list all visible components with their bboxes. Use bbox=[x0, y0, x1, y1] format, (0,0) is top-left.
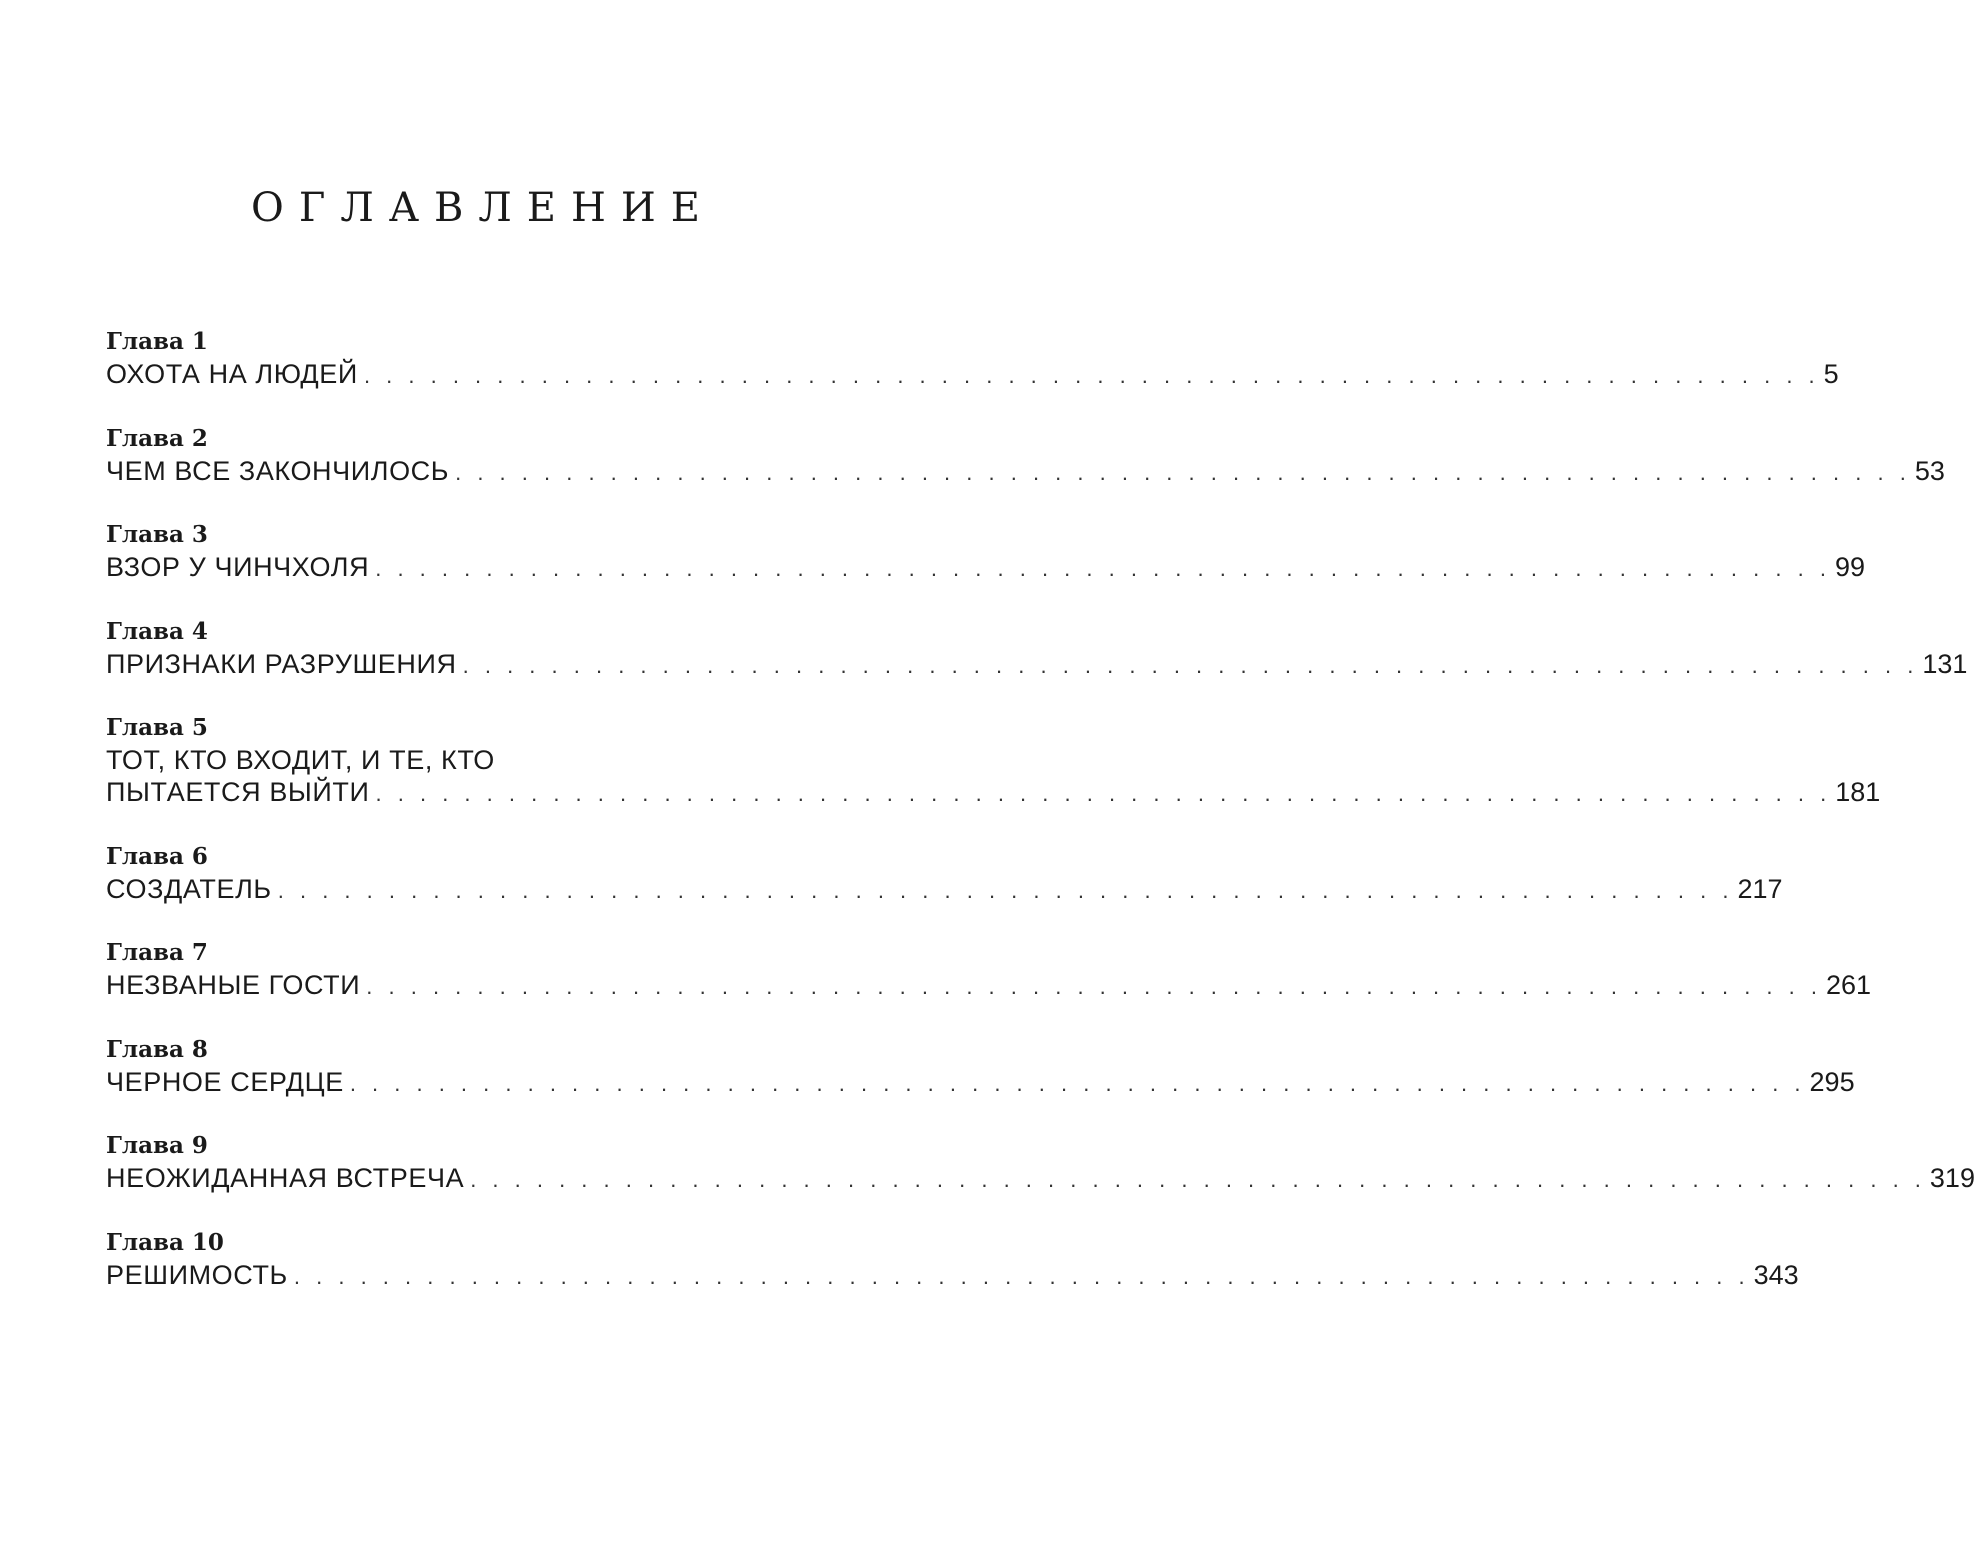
toc-entry[interactable] bbox=[106, 1227, 1799, 1324]
toc-entry[interactable] bbox=[106, 1034, 1855, 1131]
toc-entry[interactable] bbox=[106, 423, 1945, 520]
dot-leader: . . . . . . . . . . . . . . . . . . . . . . . . . . . . . . . . . . . . . . . . . . . . . . . . . . . . . . . . . . . . . . . . . . bbox=[455, 459, 1911, 485]
dot-leader: . . . . . . . . . . . . . . . . . . . . . . . . . . . . . . . . . . . . . . . . . . . . . . . . . . . . . . . . . . . . . . . . . . bbox=[470, 1167, 1926, 1192]
chapter-label: Глава 1 bbox=[106, 328, 208, 355]
page-number: 217 bbox=[1737, 873, 1783, 904]
page-number: 295 bbox=[1809, 1066, 1855, 1097]
chapter-title: ВЗОР У ЧИНЧХОЛЯ bbox=[106, 552, 370, 582]
chapter-title: НЕОЖИДАННАЯ ВСТРЕЧА bbox=[106, 1163, 465, 1193]
toc-entry[interactable] bbox=[106, 326, 1839, 423]
dot-leader: . . . . . . . . . . . . . . . . . . . . . . . . . . . . . . . . . . . . . . . . . . . . . . . . . . . . . . . . . . . . . . . . . . bbox=[277, 877, 1734, 903]
chapter-label: Глава 3 bbox=[106, 521, 208, 548]
page-number: 131 bbox=[1922, 648, 1968, 679]
chapter-label: Глава 4 bbox=[106, 617, 208, 645]
chapter-title: НЕЗВАНЫЕ ГОСТИ bbox=[106, 970, 361, 1000]
chapter-label: Глава 9 bbox=[106, 1132, 208, 1159]
chapter-title-row bbox=[106, 776, 1881, 808]
table-of-contents bbox=[106, 326, 1975, 1323]
chapter-label: Глава 2 bbox=[106, 424, 208, 452]
toc-entry[interactable] bbox=[106, 519, 1865, 616]
dot-leader: . . . . . . . . . . . . . . . . . . . . . . . . . . . . . . . . . . . . . . . . . . . . . . . . . . . . . . . . . . . . . . . . . . bbox=[293, 1263, 1750, 1289]
chapter-title: СОЗДАТЕЛЬ bbox=[106, 873, 272, 904]
dot-leader: . . . . . . . . . . . . . . . . . . . . . . . . . . . . . . . . . . . . . . . . . . . . . . . . . . . . . . . . . . . . . . . . . . bbox=[462, 652, 1919, 678]
chapter-title: ПРИЗНАКИ РАЗРУШЕНИЯ bbox=[106, 648, 457, 679]
chapter-title: ОХОТА НА ЛЮДЕЙ bbox=[106, 359, 358, 389]
page-number: 319 bbox=[1929, 1163, 1975, 1193]
page-title: ОГЛАВЛЕНИЕ bbox=[251, 185, 715, 231]
chapter-title-line: ТОТ, КТО ВХОДИТ, И ТЕ, КТО bbox=[106, 745, 495, 775]
chapter-title: РЕШИМОСТЬ bbox=[106, 1259, 288, 1290]
chapter-title-row bbox=[106, 455, 1945, 487]
chapter-title: ПЫТАЕТСЯ ВЫЙТИ bbox=[106, 777, 370, 807]
toc-entry[interactable] bbox=[106, 937, 1872, 1034]
dot-leader: . . . . . . . . . . . . . . . . . . . . . . . . . . . . . . . . . . . . . . . . . . . . . . . . . . . . . . . . . . . . . . . . . . bbox=[349, 1070, 1806, 1096]
dot-leader: . . . . . . . . . . . . . . . . . . . . . . . . . . . . . . . . . . . . . . . . . . . . . . . . . . . . . . . . . . . . . . . . . . bbox=[366, 974, 1822, 999]
dot-leader: . . . . . . . . . . . . . . . . . . . . . . . . . . . . . . . . . . . . . . . . . . . . . . . . . . . . . . . . . . . . . . . . . . bbox=[375, 781, 1832, 806]
toc-entry[interactable] bbox=[106, 1130, 1975, 1227]
chapter-title-row bbox=[106, 1259, 1799, 1291]
chapter-title: ЧЕМ ВСЕ ЗАКОНЧИЛОСЬ bbox=[106, 455, 450, 486]
chapter-title-row bbox=[106, 1162, 1975, 1194]
toc-entry[interactable] bbox=[106, 841, 1783, 938]
dot-leader: . . . . . . . . . . . . . . . . . . . . . . . . . . . . . . . . . . . . . . . . . . . . . . . . . . . . . . . . . . . . . . . . . . bbox=[375, 556, 1831, 581]
chapter-label: Глава 7 bbox=[106, 939, 208, 966]
page-number: 53 bbox=[1914, 455, 1945, 486]
chapter-label: Глава 6 bbox=[106, 842, 208, 870]
toc-entry[interactable] bbox=[106, 616, 1968, 713]
toc-entry[interactable] bbox=[106, 712, 1881, 841]
chapter-title: ЧЕРНОЕ СЕРДЦЕ bbox=[106, 1066, 344, 1097]
page-number: 5 bbox=[1823, 359, 1839, 389]
page-number: 261 bbox=[1825, 970, 1872, 1000]
chapter-label: Глава 10 bbox=[106, 1228, 224, 1256]
chapter-label: Глава 8 bbox=[106, 1035, 208, 1063]
chapter-title-row bbox=[106, 648, 1968, 680]
page-number: 343 bbox=[1753, 1259, 1799, 1290]
page-number: 99 bbox=[1834, 552, 1865, 582]
chapter-label: Глава 5 bbox=[106, 714, 208, 741]
chapter-title-row bbox=[106, 873, 1783, 905]
chapter-title-row bbox=[106, 358, 1839, 390]
chapter-title-row bbox=[106, 1066, 1855, 1098]
chapter-title-row bbox=[106, 969, 1872, 1001]
page-number: 181 bbox=[1835, 777, 1881, 807]
chapter-title-row bbox=[106, 551, 1865, 583]
dot-leader: . . . . . . . . . . . . . . . . . . . . . . . . . . . . . . . . . . . . . . . . . . . . . . . . . . . . . . . . . . . . . . . . . . bbox=[363, 363, 1820, 388]
